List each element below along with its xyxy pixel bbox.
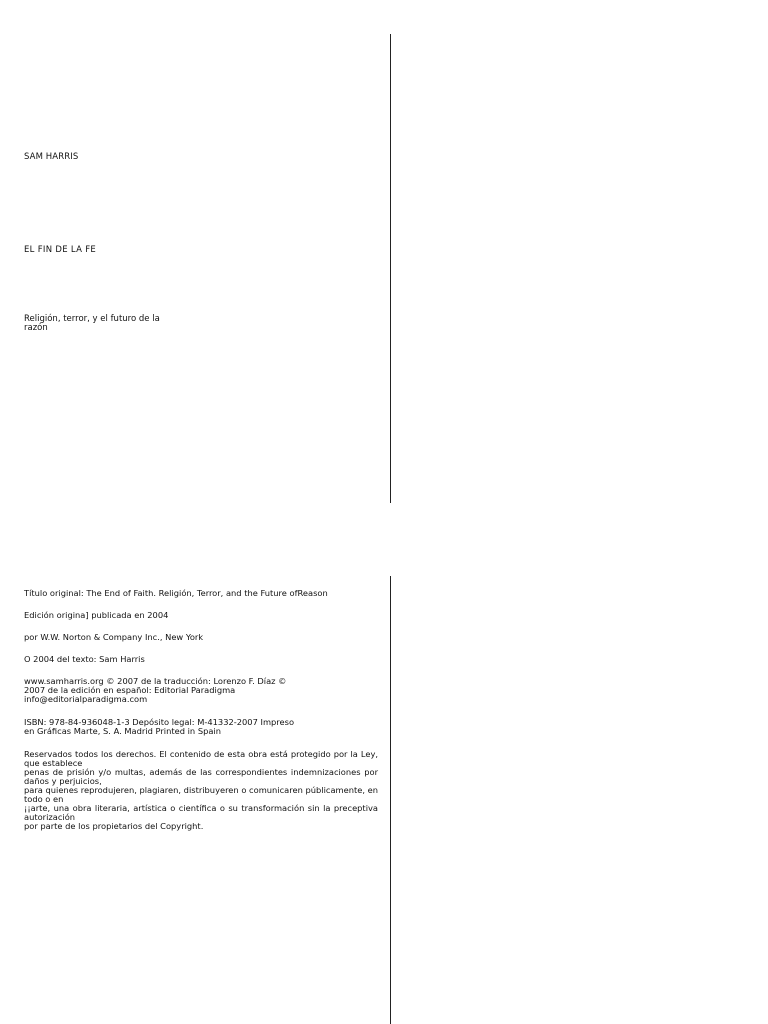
rights-line: penas de prisión y/o multas, además de las correspondientes indemnizaciones por daños y perjuicios, xyxy=(24,767,378,786)
page-divider-top xyxy=(390,34,391,503)
rights-line: Reservados todos los derechos. El contenido de esta obra está protegido por la Ley, que establece xyxy=(24,749,378,768)
original-edition: Edición origina] publicada en 2004 xyxy=(24,610,169,620)
translation-line: info@editorialparadigma.com xyxy=(24,694,148,704)
book-title: EL FIN DE LA FE xyxy=(24,245,97,255)
text-copyright: O 2004 del texto: Sam Harris xyxy=(24,654,145,664)
original-title: Título original: The End of Faith. Religión, Terror, and the Future ofReason xyxy=(24,588,328,598)
author-name: SAM HARRIS xyxy=(24,152,79,162)
translation-line: www.samharris.org © 2007 de la traducción: Lorenzo F. Díaz © xyxy=(24,676,287,686)
copyright-block xyxy=(24,589,378,844)
rights-line: para quienes reprodujeren, plagiaren, distribuyeren o comunicaren públicamente, en todo o en xyxy=(24,785,378,804)
translation-line: 2007 de la edición en español: Editorial Paradigma xyxy=(24,685,236,695)
rights-line: ¡¡arte, una obra literaria, artística o científica o su transformación sin la preceptiva autorización xyxy=(24,803,378,822)
rights-line: por parte de los propietarios del Copyright. xyxy=(24,821,204,831)
rights-notice xyxy=(24,750,378,831)
isbn-line: ISBN: 978-84-936048-1-3 Depósito legal: M-41332-2007 Impreso xyxy=(24,717,295,727)
publisher-line: por W.W. Norton & Company Inc., New York xyxy=(24,632,204,642)
page-divider-bottom xyxy=(390,576,391,1024)
translation-credits xyxy=(24,677,378,704)
isbn-block xyxy=(24,718,378,736)
book-subtitle: Religión, terror, y el futuro de la razón xyxy=(24,314,160,333)
isbn-line: en Gráficas Marte, S. A. Madrid Printed in Spain xyxy=(24,726,221,736)
